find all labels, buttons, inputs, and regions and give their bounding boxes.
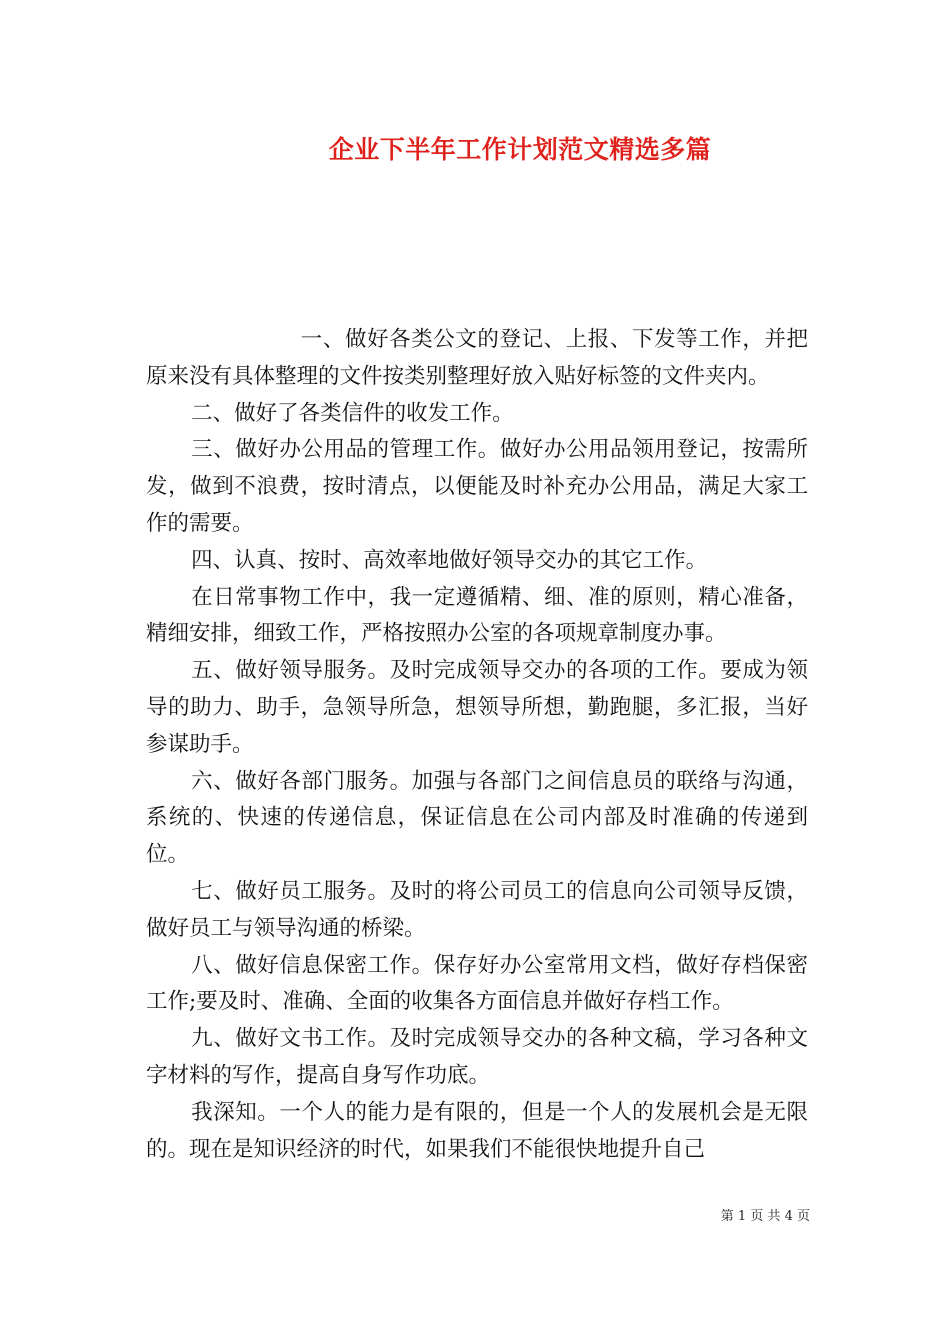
paragraph: 我深知。一个人的能力是有限的，但是一个人的发展机会是无限的。现在是知识经济的时代，如果我们不能很快地提升自己 — [146, 1099, 808, 1162]
paragraph: 九、做好文书工作。及时完成领导交办的各种文稿，学习各种文字材料的写作，提高自身写作功底。 — [146, 1026, 808, 1088]
paragraph: 六、做好各部门服务。加强与各部门之间信息员的联络与沟通，系统的、快速的传递信息，保证信息在公司内部及时准确的传递到位。 — [146, 768, 808, 868]
paragraph: 三、做好办公用品的管理工作。做好办公用品领用登记，按需所发，做到不浪费，按时清点，以便能及时补充办公用品，满足大家工作的需要。 — [146, 437, 808, 536]
paragraph: 五、做好领导服务。及时完成领导交办的各项的工作。要成为领导的助力、助手，急领导所急，想领导所想，勤跑腿，多汇报，当好参谋助手。 — [146, 658, 808, 757]
paragraph: 在日常事物工作中，我一定遵循精、细、准的原则，精心准备，精细安排，细致工作，严格按照办公室的各项规章制度办事。 — [146, 584, 808, 647]
document-title: 企业下半年工作计划范文精选多篇 — [328, 135, 712, 164]
page-number-footer: 第 1 页 共 4 页 — [720, 1209, 810, 1224]
document-body — [146, 322, 808, 1168]
paragraph: 二、做好了各类信件的收发工作。 — [191, 400, 514, 426]
paragraph: 七、做好员工服务。及时的将公司员工的信息向公司领导反馈，做好员工与领导沟通的桥梁。 — [146, 878, 808, 941]
paragraph: 一、做好各类公文的登记、上报、下发等工作，并把原来没有具体整理的文件按类别整理好放入贴好标签的文件夹内。 — [146, 327, 808, 389]
paragraph: 四、认真、按时、高效率地做好领导交办的其它工作。 — [191, 547, 708, 573]
paragraph: 八、做好信息保密工作。保存好办公室常用文档，做好存档保密工作;要及时、准确、全面的收集各方面信息并做好存档工作。 — [146, 952, 808, 1015]
